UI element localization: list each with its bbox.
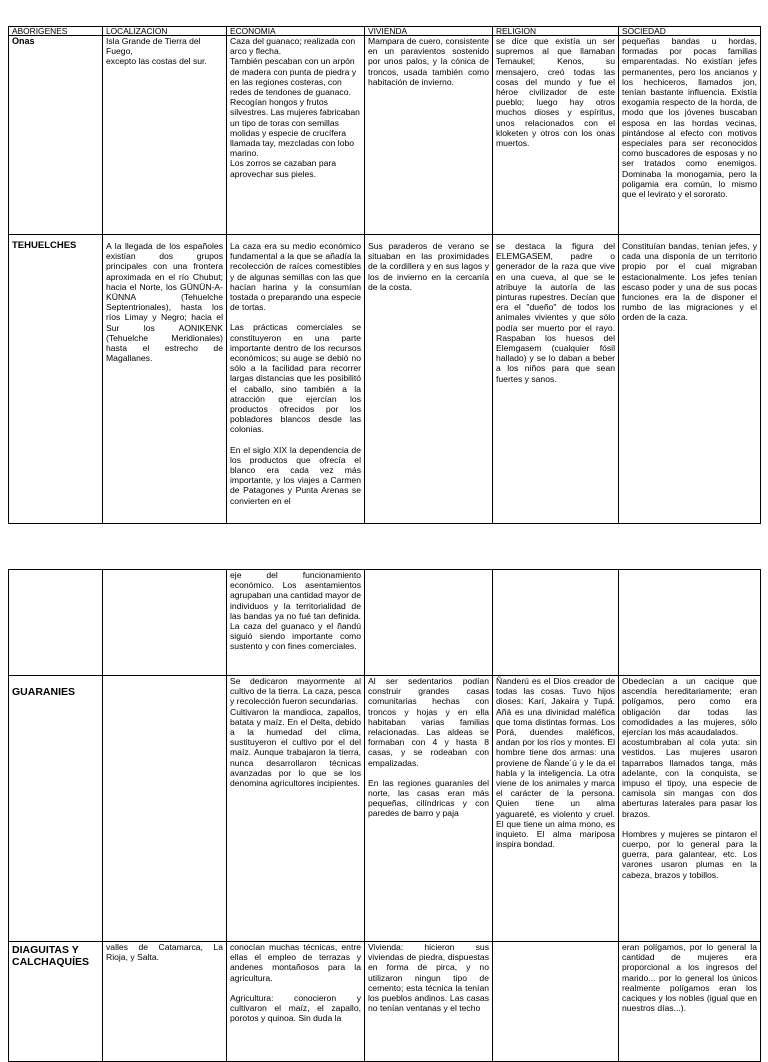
diaguitas-sociedad-text: eran polígamos, por lo general la cantidad de mujeres era proporcional a los ingresos del marido... por lo general los únicos realmente polígamos eran los caciques y los nobles (igual que en nuestros días...).: [622, 942, 757, 1014]
diaguitas-name: DIAGUITAS Y CALCHAQUÍES: [9, 942, 103, 1062]
peoples-table-part-2: [8, 569, 761, 1062]
diaguitas-localizacion-text: valles de Catamarca, La Rioja, y Salta.: [106, 942, 223, 963]
header-economia: ECONOMIA: [227, 27, 365, 36]
header-row: [9, 27, 761, 36]
diaguitas-vivienda-text: Vivienda: hicieron sus viviendas de piedra, dispuestas en forma de pirca, y no utilizaron ningun tipo de cemento; esta técnica la tenían los pueblos andinos. Las casas no tenían ventanas y el techo: [368, 942, 489, 1014]
onas-economia: [227, 36, 365, 235]
guaranies-vivienda: [365, 676, 493, 942]
row-guaranies: [9, 676, 761, 942]
continuation-name: [9, 570, 103, 676]
peoples-table-part-1: [8, 26, 761, 524]
onas-religion: [493, 36, 619, 235]
guaranies-sociedad-p2: Hombres y mujeres se pintaron el cuerpo, por lo general para la guerra, para galantear, etc. Los varones usaron plumas en la cabeza, brazos y tobillos.: [622, 828, 757, 880]
onas-localizacion-text: Isla Grande de Tierra del Fuego, excepto las costas del sur.: [106, 36, 207, 67]
onas-name: Onas: [9, 36, 103, 235]
guaranies-vivienda-p2: En las regiones guaraníes del norte, las casas eran más pequeñas, cilíndricas y con paredes de barro y paja: [368, 777, 489, 819]
tehuelches-vivienda-text: Sus paraderos de verano se situaban en las proximidades de la cordillera y en sus lagos y los de invierno en la cercanía de la costa.: [368, 241, 489, 292]
row-tehuelches: [9, 235, 761, 524]
diaguitas-localizacion: [103, 942, 227, 1062]
continuation-sociedad: [619, 570, 761, 676]
row-onas: [9, 36, 761, 235]
tehuelches-religion-text: se destaca la figura del ELEMGASEM, padre o generador de la raza que vive en una cueva, al que se le atribuye la autoría de las pinturas rupestres. Decían que era el "dueño" de todos los animales vivientes y que sólo podía ser muerto por el rayo. Raspaban los huesos del Elemgasem (cualquier fósil hallado) y se lo daban a beber a los niños para que sean fuertes y sanos.: [496, 241, 615, 384]
tehuelches-sociedad-text: Constituían bandas, tenían jefes, y cada una disponía de un territorio propio por el cual migraban estacionalmente. Los jefes tenían escaso poder y una de sus pocas funciones era la de disponer el rumbo de las migraciones y el orden de la caza.: [622, 241, 757, 323]
header-religion: RELIGION: [493, 27, 619, 36]
guaranies-religion: [493, 676, 619, 942]
tehuelches-name: TEHUELCHES: [9, 235, 103, 524]
tehuelches-economia-p1: La caza era su medio económico fundamental a la que se añadía la recolección de raíces comestibles y de algunas semillas con las que hacían harina y la consumían tostada o preparando una especie de tortas.: [230, 241, 361, 313]
tehuelches-economia: [227, 235, 365, 524]
header-aborigenes: ABORIGENES: [9, 27, 103, 36]
header-vivienda: VIVIENDA: [365, 27, 493, 36]
tehuelches-sociedad: [619, 235, 761, 524]
onas-vivienda: [365, 36, 493, 235]
diaguitas-vivienda: [365, 942, 493, 1062]
guaranies-name: GUARANIES: [9, 676, 103, 942]
guaranies-sociedad: [619, 676, 761, 942]
continuation-economia: [227, 570, 365, 676]
row-continuation: [9, 570, 761, 676]
guaranies-religion-text: Ñanderú es el Dios creador de todas las cosas. Tuvo hijos dioses: Karí, Jakaira y Tupá. Añá es una divinidad maléfica que toma distintas formas. Los Porá, duendes maléficos, andan por los ríos y montes. El hombre tiene dos armas: una proviene de Ñande´ú y le da el habla y la inteligencia. La otra viene de los animales y marca el carácter de la persona. Quien tiene un alma yaguareté, es violento y cruel. El que tiene un alma mono, es inquieto. El alma mariposa inspira bondad.: [496, 676, 615, 850]
diaguitas-economia-p2: Agricultura: conocieron y cultivaron el maíz, el zapallo, porotos y quinoa. Sin duda la: [230, 992, 361, 1024]
tehuelches-vivienda: [365, 235, 493, 524]
guaranies-localizacion: [103, 676, 227, 942]
tehuelches-localizacion-text: A la llegada de los españoles existían dos grupos principales con una frontera aproximada en el río Chubut; hacia el Norte, los GÜNÜN-A-KÜNNA (Tehuelche Septentrionales), hasta los ríos Limay y Negro; hacia el Sur los AONIKENK (Tehuelche Meridionales) hasta el estrecho de Magallanes.: [106, 241, 223, 364]
guaranies-vivienda-p1: Al ser sedentarios podían construir grandes casas comunitarias hechas con troncos y hojas y en ella habitaban varias familias relacionadas. Las aldeas se formaban con 4 y hasta 8 casas, y se rodeaban con empalizadas.: [368, 676, 489, 768]
continuation-vivienda: [365, 570, 493, 676]
header-sociedad: SOCIEDAD: [619, 27, 761, 36]
onas-vivienda-text: Mampara de cuero, consistente en un paravientos sostenido por unos palos, y la cónica de troncos, usada también como habitación de invierno.: [368, 36, 489, 87]
onas-sociedad-text: pequeñas bandas u hordas, formadas por pocas familias emparentadas. No existían jefes permanentes, pero los ancianos y los hechiceros, llamados jon, tenían bastante influencia. Existía exogamia respecto de la horda, de modo que los jóvenes buscaban esposa en las hordas vecinas, pintándose al efecto con motivos especiales para ser reconocidos como buscadores de esposas y no ser tratados como enemigos. Dominaba la monogamia, pero la poligamia era común, lo mismo que el levirato y el sororato.: [622, 36, 757, 200]
continuation-economia-text: eje del funcionamiento económico. Los asentamientos agrupaban una cantidad mayor de individuos y la territorialidad de las bandas ya no fué tan definida. La caza del guanaco y el ñandú siguió siendo importante como sustento y con fines comerciales.: [230, 570, 361, 652]
row-diaguitas: [9, 942, 761, 1062]
diaguitas-economia: [227, 942, 365, 1062]
onas-localizacion: [103, 36, 227, 235]
continuation-localizacion: [103, 570, 227, 676]
guaranies-economia: [227, 676, 365, 942]
tehuelches-religion: [493, 235, 619, 524]
guaranies-economia-text: Se dedicaron mayormente al cultivo de la tierra. La caza, pesca y recolección fueron secundarias. Cultivaron la mandioca, zapallos, batata y maíz. En el Delta, debido a la humedad del clima, sustituyeron el cultivo por el del maíz. Aunque trabajaron la tierra, nunca desarrollaron técnicas avanzadas por lo que se los denomina agricultores incipientes.: [230, 676, 361, 789]
onas-economia-text: Caza del guanaco; realizada con arco y flecha. También pescaban con un arpón de madera con punta de piedra y en las regiones costeras, con redes de tendones de guanaco. Recogían hongos y frutos silvestres. Las mujeres fabricaban un tipo de toras con semillas molidas y especie de crucífera llamada tay, mezcladas con lobo marino. Los zorros se cazaban para aprovechar sus pieles.: [230, 36, 360, 179]
diaguitas-religion: [493, 942, 619, 1062]
tehuelches-economia-p3: En el siglo XIX la dependencia de los productos que ofrecía el blanco era cada vez más importante, y los viajes a Carmen de Patagones y Punta Arenas se convierten en el: [230, 444, 361, 506]
tehuelches-economia-p2: Las prácticas comerciales se constituyeron en una parte importante dentro de los recursos económicos; su auge se debió no sólo a la facilidad para recorrer largas distancias que les posibilitó el caballo, sino también a la atracción que ejercían los productos ofrecidos por los pobladores blancos desde las colonias.: [230, 322, 361, 435]
header-localizacion: LOCALIZACION: [103, 27, 227, 36]
guaranies-sociedad-p1: Obedecían a un cacique que ascendía hereditariamente; eran polígamos, pero como era obligación dar todas las comodidades a las mujeres, sólo ejercían los más acaudalados. acostumbraban al cola yuta: sin vestidos. Las mujeres usaron taparrabos llamados tanga, más adelante, con la conquista, se impuso el tipoy, una especie de camisola sin mangas con dos aberturas laterales para pasar los brazos.: [622, 676, 757, 819]
onas-religion-text: se dice que existía un ser supremos al que llamaban Temaukel; Kenos, su mensajero, creó todas las cosas del mundo y fue el héroe civilizador de este pueblo; luego hay otros muchos dioses y espíritus, unos relacionados con el kloketen y otros con los onas muertos.: [496, 36, 615, 149]
diaguitas-economia-p1: conocían muchas técnicas, entre ellas el empleo de terrazas y andenes montañosos para la agricultura.: [230, 942, 361, 983]
onas-sociedad: [619, 36, 761, 235]
diaguitas-sociedad: [619, 942, 761, 1062]
continuation-religion: [493, 570, 619, 676]
tehuelches-localizacion: [103, 235, 227, 524]
